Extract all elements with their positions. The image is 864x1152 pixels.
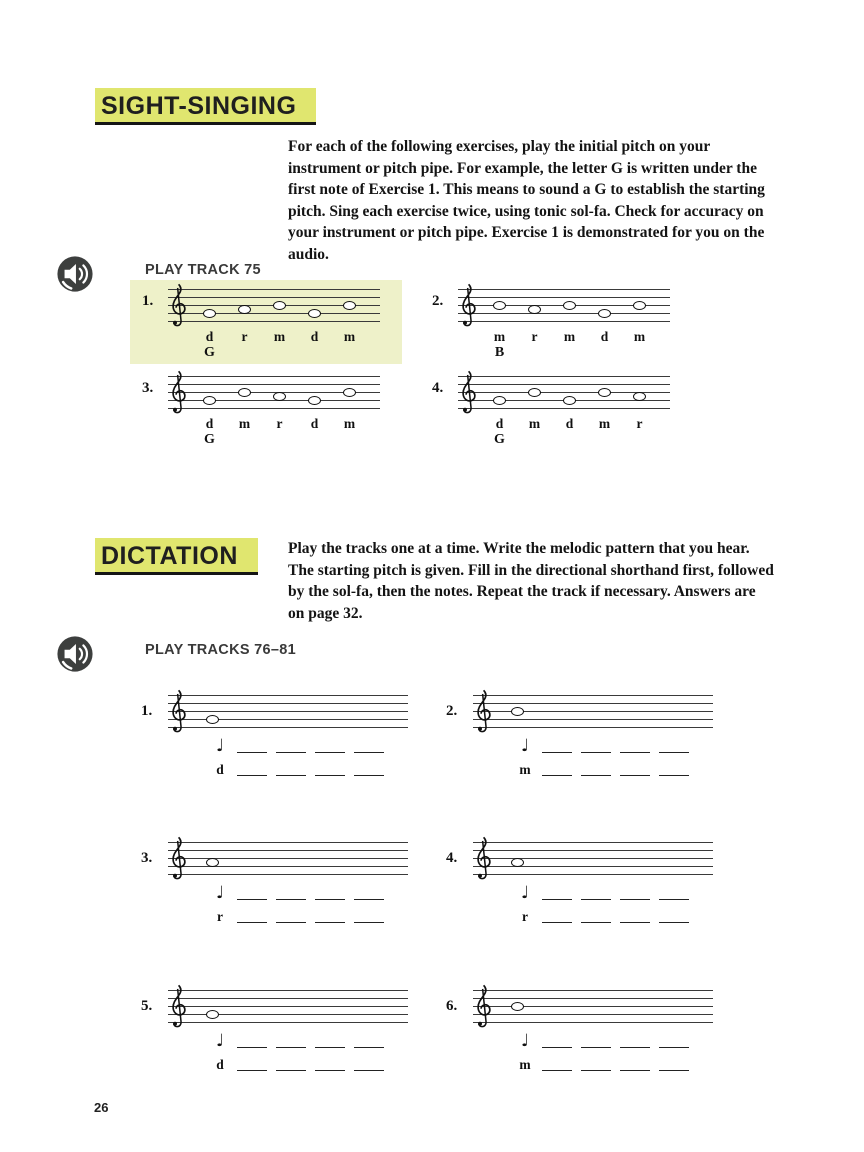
start-solfa: d <box>216 761 224 777</box>
solfa-answer-row <box>517 908 723 923</box>
solfa-syllable: d <box>600 329 609 344</box>
solfa-row <box>458 329 670 344</box>
answer-blank <box>542 739 572 753</box>
solfa-syllable: m <box>563 329 576 344</box>
staff-area <box>473 832 723 923</box>
staff-area <box>458 289 670 361</box>
treble-clef-icon <box>473 835 492 882</box>
sight-singing-heading: SIGHT-SINGING <box>95 88 316 125</box>
quarter-note-icon: ♩ <box>520 883 530 903</box>
treble-clef-icon <box>458 282 477 329</box>
solfa-syllable: d <box>205 329 214 344</box>
answer-blank <box>276 1034 306 1048</box>
answer-blank <box>659 909 689 923</box>
staff <box>168 695 408 728</box>
solfa-answer-row <box>212 1056 418 1071</box>
whole-note <box>206 858 219 867</box>
whole-note <box>238 388 251 397</box>
whole-note <box>633 392 646 401</box>
dictation-heading: DICTATION <box>95 538 258 575</box>
answer-blank <box>542 1034 572 1048</box>
answer-blank <box>276 739 306 753</box>
answer-blank <box>315 739 345 753</box>
sight-singing-intro: For each of the following exercises, play the initial pitch on your instrument or pitch pipe. For example, the letter G is written under the first note of Exercise 1. This means to sound a G to establish the starting pitch. Sing each exercise twice, using tonic sol-fa. Check for accuracy on your instrument or pitch pipe. Exercise 1 is demonstrated for you on the audio. <box>288 138 765 263</box>
start-pitch-row <box>458 345 670 361</box>
staff <box>168 842 408 875</box>
whole-note <box>343 388 356 397</box>
answer-blank <box>237 886 267 900</box>
quarter-note-icon: ♩ <box>520 1031 530 1051</box>
quarter-note-icon: ♩ <box>215 736 225 756</box>
answer-blank <box>620 762 650 776</box>
dictation-exercise-1 <box>135 685 427 793</box>
shorthand-row <box>212 1031 418 1051</box>
answer-blank <box>354 909 384 923</box>
treble-clef-icon <box>458 369 477 416</box>
whole-note <box>203 309 216 318</box>
start-solfa: r <box>217 908 223 924</box>
whole-note <box>206 715 219 724</box>
solfa-answer-row <box>212 761 418 776</box>
start-pitch: G <box>204 432 215 447</box>
whole-note <box>511 1002 524 1011</box>
whole-note <box>528 388 541 397</box>
staff-area <box>168 832 418 923</box>
staff <box>473 842 713 875</box>
answer-blank <box>354 886 384 900</box>
solfa-syllable: m <box>273 329 286 344</box>
staff-area <box>168 376 380 448</box>
play-tracks-label: PLAY TRACKS 76–81 <box>145 642 296 658</box>
answer-blank <box>354 1057 384 1071</box>
start-pitch-row <box>168 432 380 448</box>
staff <box>168 376 380 409</box>
whole-note <box>633 301 646 310</box>
exercise-number: 2. <box>432 293 444 309</box>
answer-blank <box>315 762 345 776</box>
solfa-syllable: m <box>343 416 356 431</box>
shorthand-row <box>212 736 418 756</box>
answer-blank <box>354 1034 384 1048</box>
start-solfa: r <box>522 908 528 924</box>
answer-blank <box>276 1057 306 1071</box>
staff-area <box>168 685 418 776</box>
solfa-answer-row <box>517 1056 723 1071</box>
answer-blank <box>237 762 267 776</box>
answer-blank <box>620 1034 650 1048</box>
exercise-number: 1. <box>142 293 154 309</box>
sight-exercise-3 <box>130 367 402 451</box>
answer-blank <box>659 739 689 753</box>
answer-blank <box>620 739 650 753</box>
solfa-syllable: m <box>633 329 646 344</box>
shorthand-row <box>517 736 723 756</box>
solfa-row <box>168 416 380 431</box>
solfa-answer-row <box>517 761 723 776</box>
page-number: 26 <box>94 1100 109 1115</box>
answer-blank <box>620 1057 650 1071</box>
treble-clef-icon <box>168 983 187 1030</box>
answer-blank <box>620 886 650 900</box>
whole-note <box>563 301 576 310</box>
answer-blank <box>315 909 345 923</box>
staff <box>473 695 713 728</box>
answer-blank <box>659 762 689 776</box>
solfa-syllable: m <box>528 416 541 431</box>
solfa-syllable: d <box>495 416 504 431</box>
solfa-syllable: d <box>310 329 319 344</box>
whole-note <box>273 301 286 310</box>
whole-note <box>238 305 251 314</box>
solfa-syllable: d <box>565 416 574 431</box>
answer-blank <box>581 886 611 900</box>
quarter-note-icon: ♩ <box>215 883 225 903</box>
answer-blank <box>542 762 572 776</box>
solfa-syllable: r <box>276 416 283 431</box>
dictation-exercise-5 <box>135 980 427 1088</box>
quarter-note-icon: ♩ <box>215 1031 225 1051</box>
answer-blank <box>620 909 650 923</box>
shorthand-row <box>212 883 418 903</box>
start-solfa: d <box>216 1056 224 1072</box>
answer-blank <box>659 1057 689 1071</box>
solfa-answer-row <box>212 908 418 923</box>
staff <box>168 289 380 322</box>
whole-note <box>343 301 356 310</box>
shorthand-row <box>517 1031 723 1051</box>
staff <box>458 376 670 409</box>
solfa-syllable: d <box>205 416 214 431</box>
whole-note <box>493 396 506 405</box>
sight-exercise-2 <box>420 280 692 364</box>
shorthand-row <box>517 883 723 903</box>
whole-note <box>511 707 524 716</box>
answer-blank <box>315 886 345 900</box>
dictation-intro: Play the tracks one at a time. Write the melodic pattern that you hear. The starting pitch is given. Fill in the directional shorthand first, followed by the sol-fa, then the notes. Repeat the track if necessary. Answers are on page 32. <box>288 540 774 622</box>
whole-note <box>206 1010 219 1019</box>
play-track-label: PLAY TRACK 75 <box>145 262 261 278</box>
answer-blank <box>276 886 306 900</box>
solfa-syllable: r <box>241 329 248 344</box>
dictation-exercise-3 <box>135 832 427 940</box>
start-pitch-row <box>168 345 380 361</box>
staff-area <box>473 980 723 1071</box>
exercise-number: 6. <box>446 998 458 1014</box>
treble-clef-icon <box>168 282 187 329</box>
answer-blank <box>276 909 306 923</box>
exercise-number: 3. <box>142 380 154 396</box>
solfa-syllable: m <box>598 416 611 431</box>
sight-exercise-1 <box>130 280 402 364</box>
answer-blank <box>581 762 611 776</box>
whole-note <box>598 309 611 318</box>
whole-note <box>511 858 524 867</box>
staff <box>473 990 713 1023</box>
whole-note <box>598 388 611 397</box>
answer-blank <box>581 1057 611 1071</box>
answer-blank <box>542 1057 572 1071</box>
whole-note <box>563 396 576 405</box>
answer-blank <box>659 886 689 900</box>
answer-blank <box>581 909 611 923</box>
solfa-syllable: m <box>343 329 356 344</box>
solfa-syllable: r <box>531 329 538 344</box>
start-solfa: m <box>519 1056 531 1072</box>
answer-blank <box>315 1034 345 1048</box>
staff <box>168 990 408 1023</box>
exercise-number: 4. <box>446 850 458 866</box>
treble-clef-icon <box>168 835 187 882</box>
exercise-number: 1. <box>141 703 153 719</box>
speaker-icon <box>56 635 94 673</box>
answer-blank <box>581 1034 611 1048</box>
staff-area <box>473 685 723 776</box>
start-pitch: G <box>494 432 505 447</box>
exercise-number: 4. <box>432 380 444 396</box>
solfa-syllable: d <box>310 416 319 431</box>
dictation-exercise-4 <box>440 832 732 940</box>
sight-exercise-4 <box>420 367 692 451</box>
treble-clef-icon <box>168 369 187 416</box>
solfa-syllable: m <box>238 416 251 431</box>
quarter-note-icon: ♩ <box>520 736 530 756</box>
staff <box>458 289 670 322</box>
answer-blank <box>542 886 572 900</box>
whole-note <box>528 305 541 314</box>
answer-blank <box>237 1034 267 1048</box>
speaker-icon <box>56 255 94 293</box>
treble-clef-icon <box>168 688 187 735</box>
answer-blank <box>542 909 572 923</box>
whole-note <box>308 396 321 405</box>
dictation-exercise-6 <box>440 980 732 1088</box>
solfa-row <box>168 329 380 344</box>
answer-blank <box>237 739 267 753</box>
solfa-syllable: r <box>636 416 643 431</box>
exercise-number: 3. <box>141 850 153 866</box>
whole-note <box>493 301 506 310</box>
answer-blank <box>354 739 384 753</box>
answer-blank <box>276 762 306 776</box>
answer-blank <box>237 1057 267 1071</box>
start-pitch: B <box>494 345 505 360</box>
exercise-number: 2. <box>446 703 458 719</box>
answer-blank <box>237 909 267 923</box>
staff-area <box>168 980 418 1071</box>
whole-note <box>273 392 286 401</box>
treble-clef-icon <box>473 983 492 1030</box>
staff-area <box>168 289 380 361</box>
solfa-syllable: m <box>493 329 506 344</box>
whole-note <box>308 309 321 318</box>
staff-area <box>458 376 670 448</box>
treble-clef-icon <box>473 688 492 735</box>
dictation-exercise-2 <box>440 685 732 793</box>
answer-blank <box>315 1057 345 1071</box>
answer-blank <box>354 762 384 776</box>
solfa-row <box>458 416 670 431</box>
answer-blank <box>581 739 611 753</box>
exercise-number: 5. <box>141 998 153 1014</box>
start-pitch: G <box>204 345 215 360</box>
start-pitch-row <box>458 432 670 448</box>
answer-blank <box>659 1034 689 1048</box>
start-solfa: m <box>519 761 531 777</box>
whole-note <box>203 396 216 405</box>
